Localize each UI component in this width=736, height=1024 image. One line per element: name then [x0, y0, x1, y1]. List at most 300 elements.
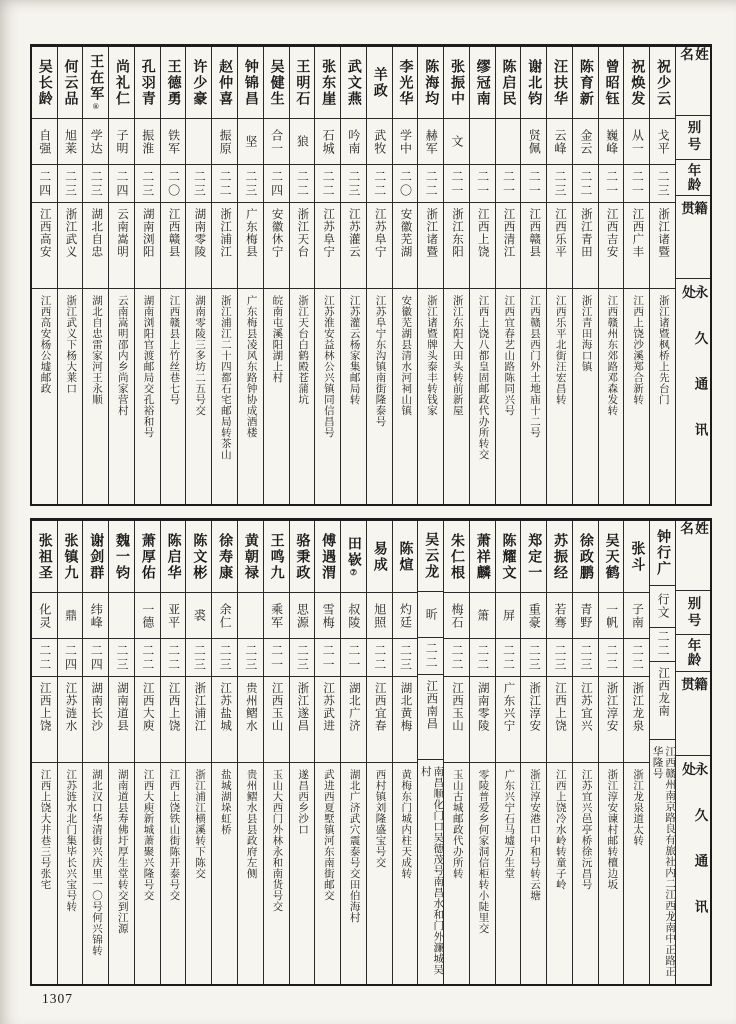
name-cell: 钟行广: [650, 521, 675, 586]
alias-cell: 狼: [290, 119, 315, 165]
age-cell: 二三: [186, 639, 211, 677]
address-cell: 江西赣州东郊路邓森发转: [606, 295, 618, 416]
address-cell: 云南嵩明邵内乡尚家营村: [116, 295, 128, 416]
name-cell: 陈启民: [496, 47, 521, 119]
entry-column: [624, 521, 650, 984]
age-cell: 二一: [264, 639, 289, 677]
origin-cell: 浙江东阳: [444, 203, 469, 289]
name-cell: 缪冠南: [470, 47, 495, 119]
address-cell: 江苏阜宁东沟镇南街隆泰号: [374, 295, 386, 427]
age-cell: 二四: [83, 639, 108, 677]
entry-column: [573, 47, 599, 504]
address-cell: 盐城湖垛虹桥: [219, 769, 231, 835]
name-cell: 陈文彬: [186, 521, 211, 593]
age-cell: 二二: [315, 165, 340, 203]
origin-cell: 江西上饶: [470, 203, 495, 289]
entry-column: [496, 521, 522, 984]
address-cell: 江西上饶八都皇固邮政代办所转交: [477, 295, 489, 460]
origin-cell: 江西南昌: [418, 675, 443, 760]
entry-column: [315, 521, 341, 984]
alias-cell: 戈平: [650, 119, 675, 165]
alias-cell: 思源: [290, 593, 315, 639]
alias-cell: 学中: [393, 119, 418, 165]
origin-cell: 安徽休宁: [264, 203, 289, 289]
entry-column: [212, 521, 238, 984]
entry-column: [186, 47, 212, 504]
name-cell: 张镇九: [58, 521, 83, 593]
age-cell: 二二: [418, 638, 443, 676]
address-cell: 湖北自忠雷家河王永顺: [91, 295, 103, 405]
name-cell: 王在军®: [83, 47, 108, 119]
alias-cell: 子明: [109, 119, 134, 165]
name-cell: 吴天鹤: [599, 521, 624, 593]
entry-column: [161, 521, 187, 984]
name-cell: 陈育新: [573, 47, 598, 119]
name-cell: 吴云龙: [418, 521, 443, 592]
name-cell: 张东崖: [315, 47, 340, 119]
entry-column: [212, 47, 238, 504]
age-cell: 二三: [521, 639, 546, 677]
origin-cell: 江西玉山: [264, 677, 289, 763]
entry-column: [290, 47, 316, 504]
origin-cell: 浙江武义: [58, 203, 83, 289]
directory-table-top: [30, 44, 712, 506]
origin-cell: 安徽芜湖: [393, 203, 418, 289]
entry-column: [599, 521, 625, 984]
name-cell: 萧厚佑: [135, 521, 160, 593]
age-cell: 二三: [650, 165, 675, 203]
address-cell: 江西宜春艺山路陈同兴号: [503, 295, 515, 416]
entry-column: [341, 521, 367, 984]
age-cell: 二三: [238, 165, 263, 203]
address-cell: 江苏灌云杨家集邮局转: [348, 295, 360, 405]
name-cell: 钟锦昌: [238, 47, 263, 119]
age-cell: 二三: [238, 639, 263, 677]
header-name: 姓名: [676, 47, 710, 116]
entry-column: [444, 47, 470, 504]
entry-column: [650, 47, 676, 504]
origin-cell: 浙江天台: [290, 203, 315, 289]
name-cell: 徐寿康: [212, 521, 237, 593]
entry-column: [599, 47, 625, 504]
age-cell: 二二: [418, 165, 443, 203]
entry-column: [521, 521, 547, 984]
origin-cell: 江苏阜宁: [315, 203, 340, 289]
entry-column: [58, 47, 84, 504]
age-cell: 二一: [599, 165, 624, 203]
origin-cell: 江西广丰: [624, 203, 649, 289]
name-cell: 曾昭钰: [599, 47, 624, 119]
alias-cell: 昕: [418, 592, 443, 638]
name-cell: 汪扶华: [547, 47, 572, 119]
entry-column: [264, 47, 290, 504]
origin-cell: 江西宜春: [367, 677, 392, 763]
name-cell: 尚礼仁: [109, 47, 134, 119]
age-cell: 二一: [444, 165, 469, 203]
address-cell: 皖南屯溪阳湖上村: [271, 295, 283, 383]
origin-cell: 江苏盐城: [212, 677, 237, 763]
alias-cell: 武牧: [367, 119, 392, 165]
alias-cell: 振淮: [135, 119, 160, 165]
entry-column: [109, 521, 135, 984]
address-cell: 西村镇刘隆盛宝号交: [374, 769, 386, 868]
name-cell: 谢剑群: [83, 521, 108, 593]
address-cell: 江西赣县西门外土地庙十二号: [529, 295, 541, 438]
entry-column: [418, 47, 444, 504]
name-cell: 张斗: [624, 521, 649, 593]
alias-cell: 乘军: [264, 593, 289, 639]
address-cell: 广东梅县凌风东路钟协成酒楼: [245, 295, 257, 438]
address-cell: 浙江龙泉道太转: [632, 769, 644, 846]
address-cell: 浙江淳安港口中和号转云塘: [529, 769, 541, 901]
entry-column: [135, 47, 161, 504]
header-address: 永久通讯处: [680, 761, 708, 946]
age-cell: 二三: [58, 165, 83, 203]
name-cell: 李光华: [393, 47, 418, 119]
name-annotation: ®: [91, 102, 101, 111]
age-cell: 二四: [58, 639, 83, 677]
entry-column: [444, 521, 470, 984]
header-column: [676, 47, 710, 504]
header-address: 永久通讯处: [680, 284, 708, 469]
age-cell: 二一: [624, 165, 649, 203]
alias-cell: 屏: [496, 593, 521, 639]
alias-cell: 云峰: [547, 119, 572, 165]
entry-column: [32, 47, 58, 504]
alias-cell: 巍峰: [599, 119, 624, 165]
age-cell: 二三: [341, 165, 366, 203]
origin-cell: 江苏阜宁: [367, 203, 392, 289]
name-cell: 陈耀文: [496, 521, 521, 593]
origin-cell: 江西上饶: [32, 677, 57, 763]
age-cell: 二一: [341, 639, 366, 677]
alias-cell: 贤佩: [521, 119, 546, 165]
alias-cell: 旭照: [367, 593, 392, 639]
origin-cell: 江西龙南: [650, 662, 675, 740]
header-name: 姓名: [676, 521, 710, 591]
entry-column: [573, 521, 599, 984]
origin-cell: 江西吉安: [599, 203, 624, 289]
age-cell: 二三: [393, 639, 418, 677]
name-cell: 祝少云: [650, 47, 675, 119]
header-alias: 别号: [676, 591, 710, 636]
age-cell: 二二: [470, 639, 495, 677]
address-cell: 浙江武义下杨大莱口: [65, 295, 77, 394]
name-cell: 黄朝禄: [238, 521, 263, 593]
origin-cell: 贵州鳛水: [238, 677, 263, 763]
name-cell: 陈海均: [418, 47, 443, 119]
age-cell: 二三: [547, 639, 572, 677]
entry-column: [315, 47, 341, 504]
origin-cell: 江苏涟水: [58, 677, 83, 763]
name-cell: 徐政鹏: [573, 521, 598, 593]
name-cell: 郑定一: [521, 521, 546, 593]
address-cell: 黄梅东门城内柱天成转: [400, 769, 412, 879]
age-cell: 二三: [109, 639, 134, 677]
age-cell: 二四: [264, 165, 289, 203]
entry-column: [135, 521, 161, 984]
name-cell: 朱仁根: [444, 521, 469, 593]
header-alias: 别号: [676, 116, 710, 160]
address-cell: 湖南零陵三多坊二五号交: [194, 295, 206, 416]
origin-cell: 湖南长沙: [83, 677, 108, 763]
alias-cell: [238, 593, 263, 639]
age-cell: 二三: [290, 639, 315, 677]
age-cell: 二三: [186, 165, 211, 203]
header-origin: 籍贯: [676, 672, 710, 755]
origin-cell: 江苏武进: [315, 677, 340, 763]
entry-column: [367, 521, 393, 984]
origin-cell: 江西高安: [32, 203, 57, 289]
alias-cell: 合一: [264, 119, 289, 165]
alias-cell: 振原: [212, 119, 237, 165]
age-cell: 二三: [135, 165, 160, 203]
address-cell: 浙江浦江二十四都石宅邮局转茶山: [219, 295, 231, 460]
alias-cell: [186, 119, 211, 165]
age-cell: 二二: [367, 165, 392, 203]
name-cell: 田嵚⑦: [341, 521, 366, 593]
alias-cell: 吟南: [341, 119, 366, 165]
origin-cell: 广东兴宁: [496, 677, 521, 763]
entry-column: [470, 47, 496, 504]
age-cell: 二二: [573, 165, 598, 203]
address-cell: 浙江天台白鹤殿苍蒲坑: [297, 295, 309, 405]
origin-cell: 江苏宜兴: [573, 677, 598, 763]
origin-cell: 湖南道县: [109, 677, 134, 763]
name-cell: 苏振经: [547, 521, 572, 593]
age-cell: 二二: [444, 639, 469, 677]
age-cell: 二一: [470, 165, 495, 203]
name-cell: 张祖圣: [32, 521, 57, 593]
address-cell: 浙江东阳大田头转前新屋: [451, 295, 463, 416]
alias-cell: 旭莱: [58, 119, 83, 165]
name-cell: 许少豪: [186, 47, 211, 119]
alias-cell: 文: [444, 119, 469, 165]
address-cell: 广东兴宁石马墟万生堂: [503, 769, 515, 879]
origin-cell: 广东梅县: [238, 203, 263, 289]
age-cell: 二二: [135, 639, 160, 677]
alias-cell: 从一: [624, 119, 649, 165]
name-cell: 易成: [367, 521, 392, 593]
origin-cell: 湖南浏阳: [135, 203, 160, 289]
age-cell: 二二: [161, 639, 186, 677]
name-cell: 王鸣九: [264, 521, 289, 593]
entry-column: [367, 47, 393, 504]
age-cell: 二二: [599, 639, 624, 677]
alias-cell: 行文: [650, 586, 675, 628]
alias-cell: 坚: [238, 119, 263, 165]
alias-cell: 若骞: [547, 593, 572, 639]
page-number: 1307: [42, 991, 73, 1006]
age-cell: 二二: [212, 165, 237, 203]
address-cell: 浙江诸暨牌头泰丰转钱家: [425, 295, 437, 416]
address-cell: 湖南道县寿佛圩厚生堂转交到江源: [116, 769, 128, 934]
name-cell: 傅遇渭: [315, 521, 340, 593]
name-cell: 祝焕发: [624, 47, 649, 119]
alias-cell: [496, 119, 521, 165]
alias-cell: 箫: [470, 593, 495, 639]
entry-column: [238, 47, 264, 504]
alias-cell: 金云: [573, 119, 598, 165]
origin-cell: 浙江青田: [573, 203, 598, 289]
age-cell: 二二: [32, 639, 57, 677]
origin-cell: 浙江诸暨: [650, 203, 675, 289]
address-cell: 江西赣县上竹丝巷七号: [168, 295, 180, 405]
alias-cell: 雪梅: [315, 593, 340, 639]
origin-cell: 江西赣县: [161, 203, 186, 289]
address-cell: 江西高安杨公墟邮政: [39, 295, 51, 394]
alias-cell: 灼廷: [393, 593, 418, 639]
address-cell: 江西上饶大井巷三号张宅: [39, 769, 51, 890]
header-origin: 籍贯: [676, 196, 710, 278]
alias-cell: 梅石: [444, 593, 469, 639]
alias-cell: [109, 593, 134, 639]
age-cell: 二〇: [161, 165, 186, 203]
address-cell: 湖北汉口华清街兴庆里一〇号何兴锦转: [91, 769, 103, 956]
origin-cell: 湖北自忠: [83, 203, 108, 289]
entry-column: [341, 47, 367, 504]
name-cell: 王明石: [290, 47, 315, 119]
address-cell: 玉山大西门外林永和南货号交: [271, 769, 283, 912]
alias-cell: 自强: [32, 119, 57, 165]
age-cell: 二四: [109, 165, 134, 203]
entry-column: [83, 47, 109, 504]
age-cell: 二一: [496, 165, 521, 203]
name-cell: 吴健生: [264, 47, 289, 119]
entry-column: [650, 521, 676, 984]
age-cell: 二〇: [393, 165, 418, 203]
name-cell: 魏一钧: [109, 521, 134, 593]
entry-column: [58, 521, 84, 984]
address-cell: 江苏涟水北门集毕长兴宝号转: [65, 769, 77, 912]
alias-cell: 一德: [135, 593, 160, 639]
alias-cell: 青野: [573, 593, 598, 639]
alias-cell: 裘: [186, 593, 211, 639]
origin-cell: 江西清江: [496, 203, 521, 289]
age-cell: 二一: [315, 639, 340, 677]
name-cell: 王德勇: [161, 47, 186, 119]
origin-cell: 浙江淳安: [599, 677, 624, 763]
alias-cell: 亚平: [161, 593, 186, 639]
address-cell: 浙江浦江横溪转下陈交: [194, 769, 206, 879]
origin-cell: 湖北黄梅: [393, 677, 418, 763]
address-cell: 江苏宜兴邑亭桥徐沅昌号: [580, 769, 592, 890]
address-cell: 零陵普爱乡何家洞信柜转小陡里交: [477, 769, 489, 934]
address-cell: 武进西夏墅镇河东南街邮交: [322, 769, 334, 901]
origin-cell: 浙江浦江: [212, 203, 237, 289]
address-cell: 浙江诸暨枫桥上先台门: [657, 295, 669, 405]
origin-cell: 江西乐平: [547, 203, 572, 289]
entry-column: [393, 521, 419, 984]
header-age: 年龄: [676, 635, 710, 672]
age-cell: 二二: [290, 165, 315, 203]
origin-cell: 湖南零陵: [186, 203, 211, 289]
origin-cell: 湖北广济: [341, 677, 366, 763]
alias-cell: 鼎: [58, 593, 83, 639]
entry-column: [186, 521, 212, 984]
name-cell: 陈煊: [393, 521, 418, 593]
name-cell: 羊政: [367, 47, 392, 119]
origin-cell: 浙江遂昌: [290, 677, 315, 763]
alias-cell: 重豪: [521, 593, 546, 639]
alias-cell: 铁军: [161, 119, 186, 165]
origin-cell: 浙江龙泉: [624, 677, 649, 763]
header-column: [676, 521, 710, 984]
address-cell: 湖北广济武穴震泰号交田伯海村: [348, 769, 360, 923]
address-cell: 浙江淳安谏村邮转檀边坂: [606, 769, 618, 890]
alias-cell: 纬峰: [83, 593, 108, 639]
entry-column: [547, 47, 573, 504]
name-cell: 陈启华: [161, 521, 186, 593]
age-cell: 二三: [83, 165, 108, 203]
address-cell: 江苏淮安益林公兴镇同信昌号: [322, 295, 334, 438]
name-cell: 孔羽青: [135, 47, 160, 119]
address-cell: 遂昌西乡沙口: [297, 769, 309, 835]
origin-cell: 江西大庾: [135, 677, 160, 763]
address-cell: 江西大庾新城萧聚兴隆号交: [142, 769, 154, 901]
origin-cell: 湖南零陵: [470, 677, 495, 763]
age-cell: 二二: [650, 628, 675, 662]
directory-table-bottom: [30, 518, 712, 986]
entry-column: [238, 521, 264, 984]
entry-column: [290, 521, 316, 984]
name-cell: 谢北钧: [521, 47, 546, 119]
alias-cell: 石城: [315, 119, 340, 165]
alias-cell: 一帆: [599, 593, 624, 639]
age-cell: 二三: [573, 639, 598, 677]
age-cell: 二二: [624, 639, 649, 677]
header-age: 年龄: [676, 160, 710, 196]
address-cell: 玉山古城邮政代办所转: [451, 769, 463, 879]
entry-column: [32, 521, 58, 984]
origin-cell: 江西玉山: [444, 677, 469, 763]
alias-cell: 余仁: [212, 593, 237, 639]
name-cell: 骆秉政: [290, 521, 315, 593]
origin-cell: 江苏灌云: [341, 203, 366, 289]
name-cell: 武文燕: [341, 47, 366, 119]
origin-cell: 江西上饶: [161, 677, 186, 763]
address-cell: 南昌顺化门口吴德茂号南昌水和门外濂城吴村: [419, 766, 444, 976]
address-cell: 江西上饶冷水岭转童子岭: [554, 769, 566, 890]
entry-column: [470, 521, 496, 984]
origin-cell: 江西赣县: [521, 203, 546, 289]
alias-cell: 叔陵: [341, 593, 366, 639]
origin-cell: 江西上饶: [547, 677, 572, 763]
name-cell: 何云品: [58, 47, 83, 119]
age-cell: 二三: [547, 165, 572, 203]
name-cell: 张振中: [444, 47, 469, 119]
age-cell: 二二: [367, 639, 392, 677]
entry-column: [393, 47, 419, 504]
alias-cell: [470, 119, 495, 165]
address-cell: 江西赣州南京路良有旅社内二江西龙南中正路正华隆号: [651, 746, 675, 978]
alias-cell: 子南: [624, 593, 649, 639]
age-cell: 二二: [496, 639, 521, 677]
address-cell: 贵州鳛水县县政府左侧: [245, 769, 257, 879]
entry-column: [109, 47, 135, 504]
name-annotation: ⑦: [348, 568, 358, 577]
origin-cell: 浙江淳安: [521, 677, 546, 763]
entry-column: [161, 47, 187, 504]
name-cell: 吴长龄: [32, 47, 57, 119]
address-cell: 江西上饶沙溪郑合新转: [632, 295, 644, 405]
origin-cell: 浙江诸暨: [418, 203, 443, 289]
alias-cell: 化灵: [32, 593, 57, 639]
entry-column: [83, 521, 109, 984]
alias-cell: 赫军: [418, 119, 443, 165]
entry-column: [264, 521, 290, 984]
age-cell: 二一: [521, 165, 546, 203]
